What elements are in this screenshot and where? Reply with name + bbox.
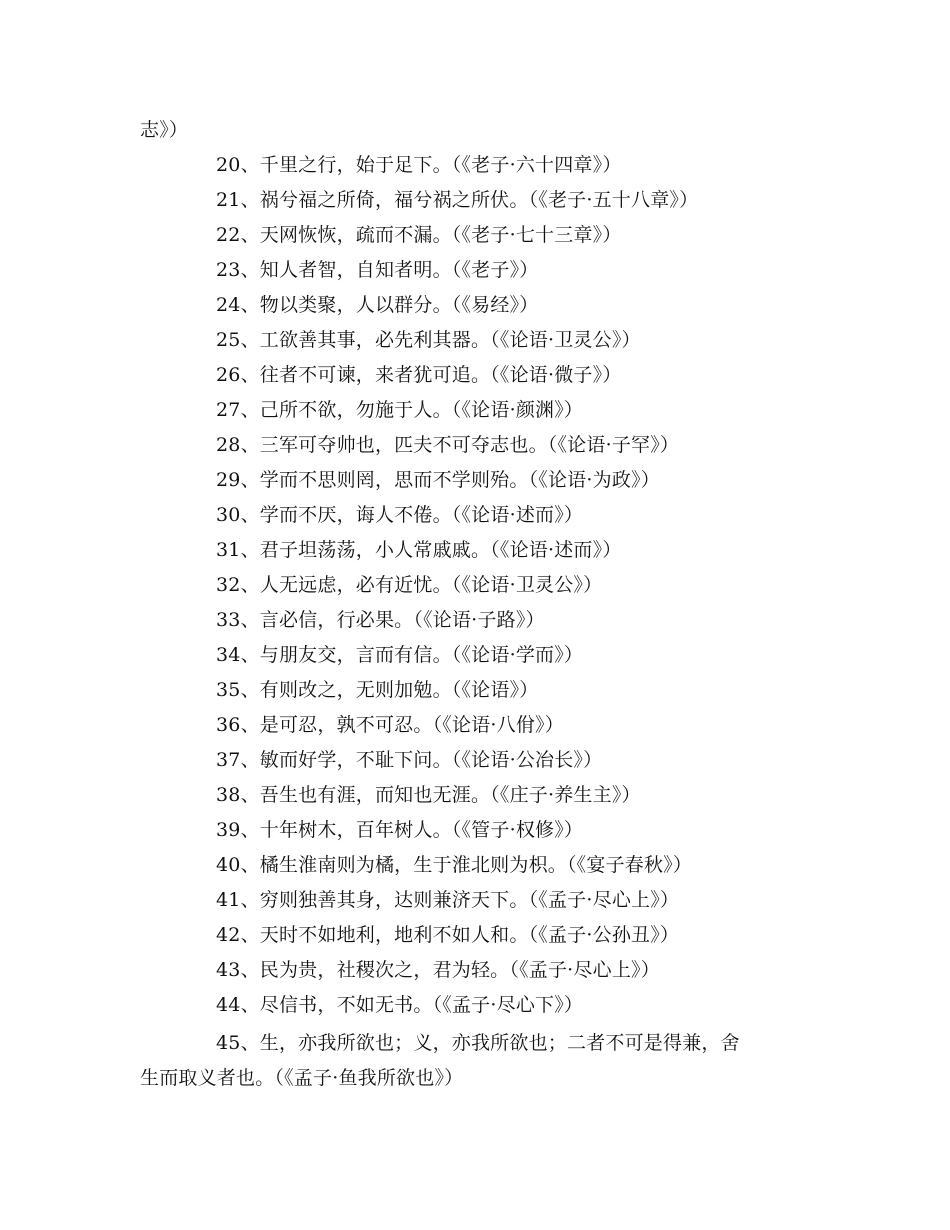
list-item: 34、与朋友交，言而有信。（《论语·学而》）	[216, 644, 584, 666]
list-item-last-line1: 45、生，亦我所欲也；义，亦我所欲也；二者不可是得兼，舍	[216, 1032, 740, 1054]
list-item: 28、三军可夺帅也，匹夫不可夺志也。（《论语·子罕》）	[216, 434, 680, 456]
list-item: 20、千里之行，始于足下。（《老子·六十四章》）	[216, 154, 622, 176]
list-item: 33、言必信，行必果。（《论语·子路》）	[216, 609, 545, 631]
list-item: 21、祸兮福之所倚，福兮祸之所伏。（《老子·五十八章》）	[216, 189, 699, 211]
list-item: 25、工欲善其事，必先利其器。（《论语·卫灵公》）	[216, 329, 641, 351]
list-item: 44、尽信书，不如无书。（《孟子·尽心下》）	[216, 994, 584, 1016]
list-item: 36、是可忍，孰不可忍。（《论语·八佾》）	[216, 714, 564, 736]
list-item: 24、物以类聚，人以群分。（《易经》）	[216, 294, 539, 316]
list-item: 37、敏而好学，不耻下问。（《论语·公冶长》）	[216, 749, 603, 771]
list-item: 30、学而不厌，诲人不倦。（《论语·述而》）	[216, 504, 584, 526]
list-item: 32、人无远虑，必有近忧。（《论语·卫灵公》）	[216, 574, 603, 596]
list-item: 31、君子坦荡荡，小人常戚戚。（《论语·述而》）	[216, 539, 622, 561]
list-item: 38、吾生也有涯，而知也无涯。（《庄子·养生主》）	[216, 784, 641, 806]
list-item: 29、学而不思则罔，思而不学则殆。（《论语·为政》）	[216, 469, 660, 491]
list-item: 43、民为贵，社稷次之，君为轻。（《孟子·尽心上》）	[216, 959, 660, 981]
list-item: 39、十年树木，百年树人。（《管子·权修》）	[216, 819, 584, 841]
list-item: 22、天网恢恢，疏而不漏。（《老子·七十三章》）	[216, 224, 622, 246]
list-item: 42、天时不如地利，地利不如人和。（《孟子·公孙丑》）	[216, 924, 680, 946]
list-item: 41、穷则独善其身，达则兼济天下。（《孟子·尽心上》）	[216, 889, 680, 911]
list-item: 40、橘生淮南则为橘，生于淮北则为枳。（《宴子春秋》）	[216, 854, 693, 876]
list-item: 23、知人者智，自知者明。（《老子》）	[216, 259, 539, 281]
continuation-fragment: 志》）	[140, 119, 189, 141]
list-item-last-line2: 生而取义者也。（《孟子·鱼我所欲也》）	[140, 1067, 464, 1089]
list-item: 35、有则改之，无则加勉。（《论语》）	[216, 679, 539, 701]
list-item: 26、往者不可谏，来者犹可追。（《论语·微子》）	[216, 364, 622, 386]
list-item: 27、己所不欲，勿施于人。（《论语·颜渊》）	[216, 399, 584, 421]
